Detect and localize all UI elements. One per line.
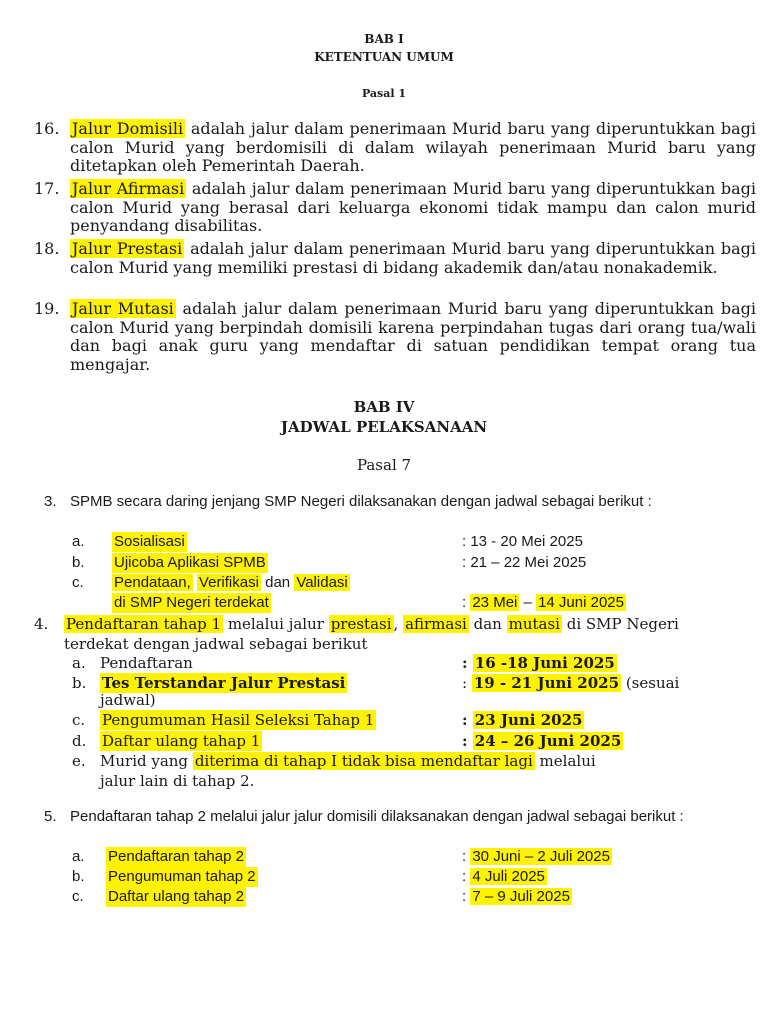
row-value <box>462 847 612 867</box>
highlighted-term: Jalur Mutasi <box>72 299 174 318</box>
row-letter: b. <box>72 554 85 571</box>
article-title: Pasal 7 <box>356 456 412 474</box>
text-part: afirmasi <box>405 615 467 633</box>
item-number: 18. <box>34 239 60 258</box>
row-label: Pengumuman Hasil Seleksi Tahap 1 <box>102 711 375 729</box>
value-part: 30 Juni – 2 Juli 2025 <box>472 848 610 865</box>
row-letter: a. <box>72 533 85 550</box>
chapter-subtitle: JADWAL PELAKSANAAN <box>280 418 488 436</box>
value-part: 4 Juli 2025 <box>472 868 545 885</box>
value-part: 14 Juni 2025 <box>538 594 624 611</box>
highlighted-term: Jalur Prestasi <box>72 239 183 258</box>
value-part: : <box>462 732 473 750</box>
chapter-subtitle: KETENTUAN UMUM <box>314 50 454 64</box>
paragraph-number: 3. <box>44 493 57 510</box>
label-part: Validasi <box>296 574 348 591</box>
value-part: : <box>462 711 473 729</box>
row-letter: b. <box>72 674 87 692</box>
text-part: prestasi <box>330 615 392 633</box>
label-part: Verifikasi <box>198 574 259 591</box>
text-part: melalui <box>534 752 596 770</box>
row-letter: a. <box>72 654 86 672</box>
row-value <box>462 887 572 907</box>
row-label: Daftar ulang tahap 1 <box>102 732 261 750</box>
value-part: : <box>462 868 471 885</box>
text-part: melalui jalur <box>223 615 329 633</box>
text-part: Murid yang <box>100 752 193 770</box>
row-value <box>462 710 584 730</box>
value-part: 24 – 26 Juni 2025 <box>474 732 622 750</box>
highlighted-term: Jalur Afirmasi <box>72 179 185 198</box>
row-letter: d. <box>72 732 87 750</box>
value-part: – <box>519 594 537 611</box>
text-part: di SMP Negeri terdekat dengan jadwal sebagai berikut <box>64 615 679 653</box>
label-part: dan <box>260 574 295 591</box>
row-label <box>112 573 350 593</box>
text-part: Pendaftaran tahap 1 <box>66 615 222 633</box>
row-label: Sosialisasi <box>114 533 185 550</box>
row-value <box>462 653 617 673</box>
row-value <box>462 731 623 751</box>
text-part: dan <box>468 615 507 633</box>
row-label: Daftar ulang tahap 2 <box>108 888 244 905</box>
item-text: adalah jalur dalam penerimaan Murid baru yang diperuntukkan bagi calon Murid yang berpindah domisili karena perpindahan tugas dari orang tua/wali dan bagi anak guru yang mendaftar di satuan pendidikan tempat orang tua mengajar. <box>70 299 756 374</box>
row-label-continued: jalur lain di tahap 2. <box>100 772 255 790</box>
paragraph-text: Pendaftaran tahap 2 melalui jalur jalur domisili dilaksanakan dengan jadwal sebagai berikut : <box>70 808 684 825</box>
value-part: 16 -18 Juni 2025 <box>474 654 615 672</box>
value-part: (sesuai <box>621 674 680 692</box>
row-label <box>100 751 596 771</box>
row-letter: a. <box>72 848 85 865</box>
item-text: adalah jalur dalam penerimaan Murid baru yang diperuntukkan bagi calon Murid yang memiliki prestasi di bidang akademik dan/atau nonakademik. <box>70 239 757 277</box>
value-part: : <box>462 654 473 672</box>
paragraph-text: SPMB secara daring jenjang SMP Negeri dilaksanakan dengan jadwal sebagai berikut : <box>70 493 652 510</box>
item-text: adalah jalur dalam penerimaan Murid baru yang diperuntukkan bagi calon Murid yang berdomisili di dalam wilayah penerimaan Murid baru yang ditetapkan oleh Pemerintah Daerah. <box>70 119 757 175</box>
row-letter: b. <box>72 868 85 885</box>
row-value <box>462 673 679 693</box>
row-letter: c. <box>72 711 86 729</box>
item-number: 16. <box>34 119 60 138</box>
chapter-title: BAB IV <box>353 398 415 416</box>
row-value: : 13 - 20 Mei 2025 <box>462 533 583 550</box>
value-part: 23 Mei <box>472 594 518 611</box>
value-part: : <box>462 848 471 865</box>
value-part: : <box>462 674 472 692</box>
item-number: 17. <box>34 179 60 198</box>
value-part: 23 Juni 2025 <box>474 711 583 729</box>
paragraph-number: 5. <box>44 808 57 825</box>
text-part: , <box>393 615 404 633</box>
row-value: : 21 – 22 Mei 2025 <box>462 554 587 571</box>
text-part: mutasi <box>508 615 560 633</box>
row-label: Pendaftaran tahap 2 <box>108 848 244 865</box>
value-part: 19 - 21 Juni 2025 <box>473 674 620 692</box>
value-part: 7 – 9 Juli 2025 <box>472 888 570 905</box>
paragraph-text <box>64 614 744 654</box>
row-letter: e. <box>72 752 86 770</box>
value-part: : <box>462 594 471 611</box>
row-label: Tes Terstandar Jalur Prestasi <box>102 674 346 692</box>
row-value <box>462 867 547 887</box>
row-label: di SMP Negeri terdekat <box>114 594 269 611</box>
text-part: diterima di tahap I tidak bisa mendaftar lagi <box>194 752 533 770</box>
chapter-title: BAB I <box>364 32 404 46</box>
row-letter: c. <box>72 888 84 905</box>
item-text: adalah jalur dalam penerimaan Murid baru yang diperuntukkan bagi calon Murid yang berasal dari keluarga ekonomi tidak mampu dan calon murid penyandang disabilitas. <box>70 179 756 235</box>
row-value <box>462 593 626 613</box>
article-title: Pasal 1 <box>361 87 407 100</box>
label-part: Pendataan, <box>114 574 191 591</box>
row-label: Pengumuman tahap 2 <box>108 868 256 885</box>
row-label: Ujicoba Aplikasi SPMB <box>114 554 266 571</box>
item-number: 19. <box>34 299 60 318</box>
row-letter: c. <box>72 574 84 591</box>
row-label-continued: jadwal) <box>100 691 156 709</box>
highlighted-term: Jalur Domisili <box>72 119 184 138</box>
value-part: : <box>462 888 471 905</box>
paragraph-number: 4. <box>34 615 49 633</box>
row-label: Pendaftaran <box>100 654 193 672</box>
